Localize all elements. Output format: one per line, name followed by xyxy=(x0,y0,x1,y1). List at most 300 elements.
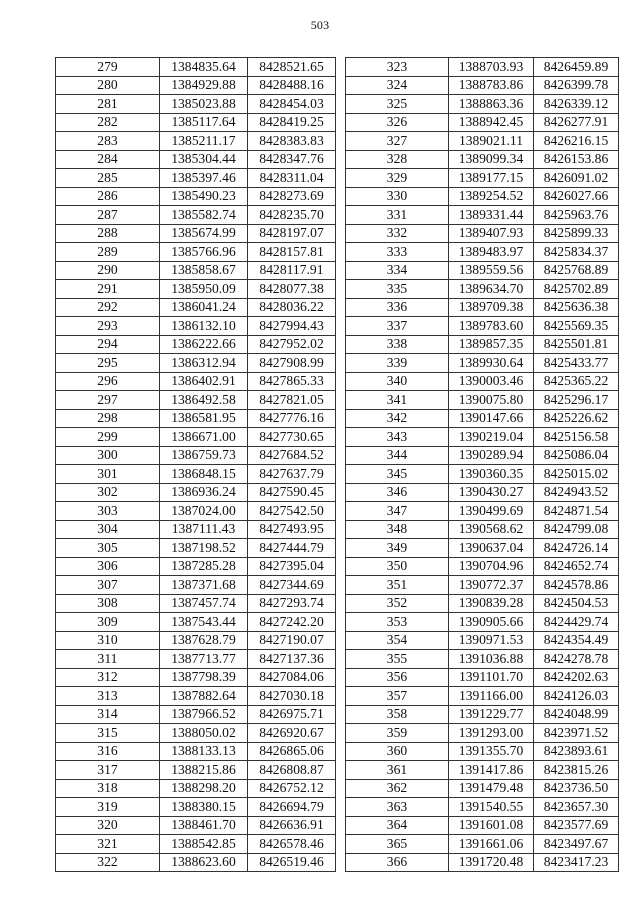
point-number-cell: 327 xyxy=(346,132,449,151)
point-number-cell: 361 xyxy=(346,761,449,780)
y-coordinate-cell: 8428488.16 xyxy=(248,76,336,95)
point-number-cell: 352 xyxy=(346,594,449,613)
x-coordinate-cell: 1387628.79 xyxy=(160,631,248,650)
point-number-cell: 291 xyxy=(56,280,160,299)
y-coordinate-cell: 8428311.04 xyxy=(248,169,336,188)
table-row xyxy=(56,409,336,428)
y-coordinate-cell: 8423815.26 xyxy=(534,761,619,780)
y-coordinate-cell: 8426694.79 xyxy=(248,798,336,817)
y-coordinate-cell: 8427684.52 xyxy=(248,446,336,465)
point-number-cell: 284 xyxy=(56,150,160,169)
table-row xyxy=(56,687,336,706)
y-coordinate-cell: 8427493.95 xyxy=(248,520,336,539)
y-coordinate-cell: 8428077.38 xyxy=(248,280,336,299)
point-number-cell: 349 xyxy=(346,539,449,558)
y-coordinate-cell: 8426091.02 xyxy=(534,169,619,188)
x-coordinate-cell: 1385582.74 xyxy=(160,206,248,225)
y-coordinate-cell: 8427084.06 xyxy=(248,668,336,687)
point-number-cell: 344 xyxy=(346,446,449,465)
x-coordinate-cell: 1387371.68 xyxy=(160,576,248,595)
table-row xyxy=(56,502,336,521)
point-number-cell: 285 xyxy=(56,169,160,188)
table-row xyxy=(346,58,619,77)
table-row xyxy=(346,76,619,95)
point-number-cell: 316 xyxy=(56,742,160,761)
point-number-cell: 319 xyxy=(56,798,160,817)
x-coordinate-cell: 1391101.70 xyxy=(449,668,534,687)
table-row xyxy=(56,557,336,576)
y-coordinate-cell: 8426752.12 xyxy=(248,779,336,798)
point-number-cell: 362 xyxy=(346,779,449,798)
table-row xyxy=(56,853,336,872)
table-row xyxy=(56,761,336,780)
table-row xyxy=(346,724,619,743)
table-row xyxy=(56,631,336,650)
y-coordinate-cell: 8425015.02 xyxy=(534,465,619,484)
y-coordinate-cell: 8423971.52 xyxy=(534,724,619,743)
x-coordinate-cell: 1388542.85 xyxy=(160,835,248,854)
point-number-cell: 305 xyxy=(56,539,160,558)
y-coordinate-cell: 8427821.05 xyxy=(248,391,336,410)
table-row xyxy=(346,113,619,132)
y-coordinate-cell: 8428235.70 xyxy=(248,206,336,225)
point-number-cell: 320 xyxy=(56,816,160,835)
y-coordinate-cell: 8424504.53 xyxy=(534,594,619,613)
point-number-cell: 343 xyxy=(346,428,449,447)
x-coordinate-cell: 1387543.44 xyxy=(160,613,248,632)
point-number-cell: 286 xyxy=(56,187,160,206)
table-row xyxy=(56,520,336,539)
x-coordinate-cell: 1389177.15 xyxy=(449,169,534,188)
y-coordinate-cell: 8424943.52 xyxy=(534,483,619,502)
point-number-cell: 300 xyxy=(56,446,160,465)
table-row xyxy=(56,76,336,95)
table-row xyxy=(346,335,619,354)
table-row xyxy=(346,631,619,650)
x-coordinate-cell: 1391166.00 xyxy=(449,687,534,706)
y-coordinate-cell: 8427293.74 xyxy=(248,594,336,613)
table-row xyxy=(346,465,619,484)
table-row xyxy=(56,798,336,817)
x-coordinate-cell: 1387713.77 xyxy=(160,650,248,669)
table-row xyxy=(56,391,336,410)
table-row xyxy=(56,206,336,225)
y-coordinate-cell: 8425702.89 xyxy=(534,280,619,299)
point-number-cell: 351 xyxy=(346,576,449,595)
point-number-cell: 294 xyxy=(56,335,160,354)
table-row xyxy=(346,261,619,280)
y-coordinate-cell: 8423497.67 xyxy=(534,835,619,854)
table-row xyxy=(346,428,619,447)
point-number-cell: 347 xyxy=(346,502,449,521)
y-coordinate-cell: 8424726.14 xyxy=(534,539,619,558)
y-coordinate-cell: 8428273.69 xyxy=(248,187,336,206)
table-row xyxy=(346,594,619,613)
point-number-cell: 365 xyxy=(346,835,449,854)
table-row xyxy=(346,557,619,576)
y-coordinate-cell: 8426339.12 xyxy=(534,95,619,114)
y-coordinate-cell: 8424126.03 xyxy=(534,687,619,706)
table-row xyxy=(56,298,336,317)
point-number-cell: 363 xyxy=(346,798,449,817)
table-row xyxy=(346,835,619,854)
table-row xyxy=(346,853,619,872)
x-coordinate-cell: 1390219.04 xyxy=(449,428,534,447)
y-coordinate-cell: 8426153.86 xyxy=(534,150,619,169)
x-coordinate-cell: 1390360.35 xyxy=(449,465,534,484)
point-number-cell: 329 xyxy=(346,169,449,188)
x-coordinate-cell: 1386492.58 xyxy=(160,391,248,410)
point-number-cell: 312 xyxy=(56,668,160,687)
point-number-cell: 302 xyxy=(56,483,160,502)
point-number-cell: 331 xyxy=(346,206,449,225)
y-coordinate-cell: 8424278.78 xyxy=(534,650,619,669)
point-number-cell: 314 xyxy=(56,705,160,724)
point-number-cell: 339 xyxy=(346,354,449,373)
y-coordinate-cell: 8424799.08 xyxy=(534,520,619,539)
x-coordinate-cell: 1384929.88 xyxy=(160,76,248,95)
x-coordinate-cell: 1390499.69 xyxy=(449,502,534,521)
table-row xyxy=(346,576,619,595)
y-coordinate-cell: 8426399.78 xyxy=(534,76,619,95)
x-coordinate-cell: 1388623.60 xyxy=(160,853,248,872)
point-number-cell: 279 xyxy=(56,58,160,77)
x-coordinate-cell: 1385950.09 xyxy=(160,280,248,299)
point-number-cell: 311 xyxy=(56,650,160,669)
point-number-cell: 356 xyxy=(346,668,449,687)
x-coordinate-cell: 1389099.34 xyxy=(449,150,534,169)
point-number-cell: 307 xyxy=(56,576,160,595)
y-coordinate-cell: 8428197.07 xyxy=(248,224,336,243)
point-number-cell: 313 xyxy=(56,687,160,706)
table-row xyxy=(346,243,619,262)
table-row xyxy=(346,705,619,724)
table-row xyxy=(346,298,619,317)
x-coordinate-cell: 1390147.66 xyxy=(449,409,534,428)
x-coordinate-cell: 1391661.06 xyxy=(449,835,534,854)
x-coordinate-cell: 1391720.48 xyxy=(449,853,534,872)
point-number-cell: 321 xyxy=(56,835,160,854)
y-coordinate-cell: 8425365.22 xyxy=(534,372,619,391)
y-coordinate-cell: 8426808.87 xyxy=(248,761,336,780)
point-number-cell: 336 xyxy=(346,298,449,317)
table-row xyxy=(56,446,336,465)
point-number-cell: 283 xyxy=(56,132,160,151)
point-number-cell: 348 xyxy=(346,520,449,539)
x-coordinate-cell: 1389709.38 xyxy=(449,298,534,317)
point-number-cell: 323 xyxy=(346,58,449,77)
point-number-cell: 280 xyxy=(56,76,160,95)
y-coordinate-cell: 8424429.74 xyxy=(534,613,619,632)
y-coordinate-cell: 8424048.99 xyxy=(534,705,619,724)
point-number-cell: 366 xyxy=(346,853,449,872)
x-coordinate-cell: 1387966.52 xyxy=(160,705,248,724)
x-coordinate-cell: 1389331.44 xyxy=(449,206,534,225)
table-row xyxy=(346,391,619,410)
x-coordinate-cell: 1389634.70 xyxy=(449,280,534,299)
table-row xyxy=(56,354,336,373)
table-row xyxy=(346,132,619,151)
y-coordinate-cell: 8427137.36 xyxy=(248,650,336,669)
x-coordinate-cell: 1390839.28 xyxy=(449,594,534,613)
point-number-cell: 350 xyxy=(346,557,449,576)
table-row xyxy=(346,687,619,706)
y-coordinate-cell: 8425834.37 xyxy=(534,243,619,262)
table-row xyxy=(346,317,619,336)
table-row xyxy=(346,95,619,114)
x-coordinate-cell: 1390905.66 xyxy=(449,613,534,632)
y-coordinate-cell: 8426277.91 xyxy=(534,113,619,132)
y-coordinate-cell: 8428454.03 xyxy=(248,95,336,114)
table-row xyxy=(56,724,336,743)
y-coordinate-cell: 8425086.04 xyxy=(534,446,619,465)
x-coordinate-cell: 1388050.02 xyxy=(160,724,248,743)
y-coordinate-cell: 8425501.81 xyxy=(534,335,619,354)
y-coordinate-cell: 8423893.61 xyxy=(534,742,619,761)
point-number-cell: 355 xyxy=(346,650,449,669)
table-row xyxy=(346,520,619,539)
x-coordinate-cell: 1388298.20 xyxy=(160,779,248,798)
point-number-cell: 330 xyxy=(346,187,449,206)
x-coordinate-cell: 1386848.15 xyxy=(160,465,248,484)
point-number-cell: 290 xyxy=(56,261,160,280)
point-number-cell: 326 xyxy=(346,113,449,132)
point-number-cell: 358 xyxy=(346,705,449,724)
x-coordinate-cell: 1384835.64 xyxy=(160,58,248,77)
y-coordinate-cell: 8426975.71 xyxy=(248,705,336,724)
table-row xyxy=(346,668,619,687)
table-row xyxy=(346,187,619,206)
x-coordinate-cell: 1387198.52 xyxy=(160,539,248,558)
y-coordinate-cell: 8426216.15 xyxy=(534,132,619,151)
table-row xyxy=(56,816,336,835)
x-coordinate-cell: 1389783.60 xyxy=(449,317,534,336)
y-coordinate-cell: 8426636.91 xyxy=(248,816,336,835)
x-coordinate-cell: 1386759.73 xyxy=(160,446,248,465)
point-number-cell: 333 xyxy=(346,243,449,262)
x-coordinate-cell: 1391479.48 xyxy=(449,779,534,798)
table-row xyxy=(56,335,336,354)
point-number-cell: 309 xyxy=(56,613,160,632)
x-coordinate-cell: 1388703.93 xyxy=(449,58,534,77)
y-coordinate-cell: 8427590.45 xyxy=(248,483,336,502)
y-coordinate-cell: 8423577.69 xyxy=(534,816,619,835)
table-row xyxy=(346,150,619,169)
table-row xyxy=(56,483,336,502)
x-coordinate-cell: 1391036.88 xyxy=(449,650,534,669)
y-coordinate-cell: 8427190.07 xyxy=(248,631,336,650)
x-coordinate-cell: 1385023.88 xyxy=(160,95,248,114)
x-coordinate-cell: 1386936.24 xyxy=(160,483,248,502)
y-coordinate-cell: 8428419.25 xyxy=(248,113,336,132)
x-coordinate-cell: 1385858.67 xyxy=(160,261,248,280)
point-number-cell: 288 xyxy=(56,224,160,243)
point-number-cell: 324 xyxy=(346,76,449,95)
point-number-cell: 338 xyxy=(346,335,449,354)
table-row xyxy=(56,95,336,114)
table-row xyxy=(346,761,619,780)
y-coordinate-cell: 8427344.69 xyxy=(248,576,336,595)
table-row xyxy=(346,483,619,502)
x-coordinate-cell: 1386312.94 xyxy=(160,354,248,373)
x-coordinate-cell: 1385117.64 xyxy=(160,113,248,132)
table-row xyxy=(56,742,336,761)
table-row xyxy=(56,132,336,151)
y-coordinate-cell: 8425768.89 xyxy=(534,261,619,280)
x-coordinate-cell: 1390971.53 xyxy=(449,631,534,650)
y-coordinate-cell: 8425296.17 xyxy=(534,391,619,410)
table-row xyxy=(56,705,336,724)
x-coordinate-cell: 1389021.11 xyxy=(449,132,534,151)
table-row xyxy=(346,224,619,243)
x-coordinate-cell: 1385490.23 xyxy=(160,187,248,206)
y-coordinate-cell: 8427542.50 xyxy=(248,502,336,521)
table-row xyxy=(56,465,336,484)
x-coordinate-cell: 1388863.36 xyxy=(449,95,534,114)
table-row xyxy=(56,594,336,613)
point-number-cell: 346 xyxy=(346,483,449,502)
point-number-cell: 328 xyxy=(346,150,449,169)
y-coordinate-cell: 8424652.74 xyxy=(534,557,619,576)
y-coordinate-cell: 8426865.06 xyxy=(248,742,336,761)
table-row xyxy=(56,539,336,558)
x-coordinate-cell: 1386041.24 xyxy=(160,298,248,317)
x-coordinate-cell: 1391355.70 xyxy=(449,742,534,761)
x-coordinate-cell: 1386671.00 xyxy=(160,428,248,447)
x-coordinate-cell: 1387798.39 xyxy=(160,668,248,687)
x-coordinate-cell: 1391417.86 xyxy=(449,761,534,780)
point-number-cell: 364 xyxy=(346,816,449,835)
y-coordinate-cell: 8428383.83 xyxy=(248,132,336,151)
y-coordinate-cell: 8426578.46 xyxy=(248,835,336,854)
y-coordinate-cell: 8424871.54 xyxy=(534,502,619,521)
y-coordinate-cell: 8427637.79 xyxy=(248,465,336,484)
y-coordinate-cell: 8427444.79 xyxy=(248,539,336,558)
y-coordinate-cell: 8423417.23 xyxy=(534,853,619,872)
table-row xyxy=(346,816,619,835)
table-row xyxy=(346,798,619,817)
table-row xyxy=(56,576,336,595)
table-row xyxy=(56,779,336,798)
y-coordinate-cell: 8424354.49 xyxy=(534,631,619,650)
y-coordinate-cell: 8425636.38 xyxy=(534,298,619,317)
x-coordinate-cell: 1389930.64 xyxy=(449,354,534,373)
x-coordinate-cell: 1385674.99 xyxy=(160,224,248,243)
point-number-cell: 292 xyxy=(56,298,160,317)
point-number-cell: 342 xyxy=(346,409,449,428)
table-row xyxy=(346,372,619,391)
x-coordinate-cell: 1388942.45 xyxy=(449,113,534,132)
table-row xyxy=(56,113,336,132)
table-row xyxy=(56,280,336,299)
x-coordinate-cell: 1387111.43 xyxy=(160,520,248,539)
y-coordinate-cell: 8427030.18 xyxy=(248,687,336,706)
table-row xyxy=(56,650,336,669)
x-coordinate-cell: 1387457.74 xyxy=(160,594,248,613)
table-row xyxy=(56,428,336,447)
point-number-cell: 289 xyxy=(56,243,160,262)
y-coordinate-cell: 8425226.62 xyxy=(534,409,619,428)
x-coordinate-cell: 1390772.37 xyxy=(449,576,534,595)
table-row xyxy=(56,150,336,169)
table-row xyxy=(346,742,619,761)
x-coordinate-cell: 1386222.66 xyxy=(160,335,248,354)
table-row xyxy=(346,280,619,299)
table-row xyxy=(56,224,336,243)
x-coordinate-cell: 1386402.91 xyxy=(160,372,248,391)
page-number: 503 xyxy=(310,18,330,32)
x-coordinate-cell: 1390430.27 xyxy=(449,483,534,502)
x-coordinate-cell: 1385766.96 xyxy=(160,243,248,262)
y-coordinate-cell: 8427994.43 xyxy=(248,317,336,336)
y-coordinate-cell: 8425156.58 xyxy=(534,428,619,447)
x-coordinate-cell: 1389857.35 xyxy=(449,335,534,354)
x-coordinate-cell: 1386581.95 xyxy=(160,409,248,428)
table-row xyxy=(346,502,619,521)
x-coordinate-cell: 1390704.96 xyxy=(449,557,534,576)
y-coordinate-cell: 8426920.67 xyxy=(248,724,336,743)
x-coordinate-cell: 1388461.70 xyxy=(160,816,248,835)
y-coordinate-cell: 8427776.16 xyxy=(248,409,336,428)
point-number-cell: 310 xyxy=(56,631,160,650)
table-row xyxy=(56,243,336,262)
table-row xyxy=(346,354,619,373)
point-number-cell: 296 xyxy=(56,372,160,391)
y-coordinate-cell: 8424578.86 xyxy=(534,576,619,595)
x-coordinate-cell: 1389254.52 xyxy=(449,187,534,206)
x-coordinate-cell: 1391601.08 xyxy=(449,816,534,835)
point-number-cell: 287 xyxy=(56,206,160,225)
y-coordinate-cell: 8425963.76 xyxy=(534,206,619,225)
x-coordinate-cell: 1391293.00 xyxy=(449,724,534,743)
y-coordinate-cell: 8427865.33 xyxy=(248,372,336,391)
y-coordinate-cell: 8427730.65 xyxy=(248,428,336,447)
point-number-cell: 332 xyxy=(346,224,449,243)
point-number-cell: 357 xyxy=(346,687,449,706)
table-row xyxy=(56,835,336,854)
point-number-cell: 308 xyxy=(56,594,160,613)
table-row xyxy=(56,261,336,280)
y-coordinate-cell: 8427952.02 xyxy=(248,335,336,354)
x-coordinate-cell: 1386132.10 xyxy=(160,317,248,336)
y-coordinate-cell: 8425433.77 xyxy=(534,354,619,373)
point-number-cell: 293 xyxy=(56,317,160,336)
point-number-cell: 303 xyxy=(56,502,160,521)
point-number-cell: 281 xyxy=(56,95,160,114)
x-coordinate-cell: 1388783.86 xyxy=(449,76,534,95)
y-coordinate-cell: 8427908.99 xyxy=(248,354,336,373)
point-number-cell: 282 xyxy=(56,113,160,132)
table-row xyxy=(346,779,619,798)
x-coordinate-cell: 1391540.55 xyxy=(449,798,534,817)
point-number-cell: 315 xyxy=(56,724,160,743)
x-coordinate-cell: 1389407.93 xyxy=(449,224,534,243)
x-coordinate-cell: 1387285.28 xyxy=(160,557,248,576)
table-row xyxy=(56,668,336,687)
x-coordinate-cell: 1390289.94 xyxy=(449,446,534,465)
y-coordinate-cell: 8426519.46 xyxy=(248,853,336,872)
x-coordinate-cell: 1388133.13 xyxy=(160,742,248,761)
point-number-cell: 360 xyxy=(346,742,449,761)
x-coordinate-cell: 1388215.86 xyxy=(160,761,248,780)
x-coordinate-cell: 1388380.15 xyxy=(160,798,248,817)
table-row xyxy=(346,613,619,632)
y-coordinate-cell: 8424202.63 xyxy=(534,668,619,687)
y-coordinate-cell: 8428117.91 xyxy=(248,261,336,280)
table-row xyxy=(56,613,336,632)
x-coordinate-cell: 1390075.80 xyxy=(449,391,534,410)
point-number-cell: 295 xyxy=(56,354,160,373)
